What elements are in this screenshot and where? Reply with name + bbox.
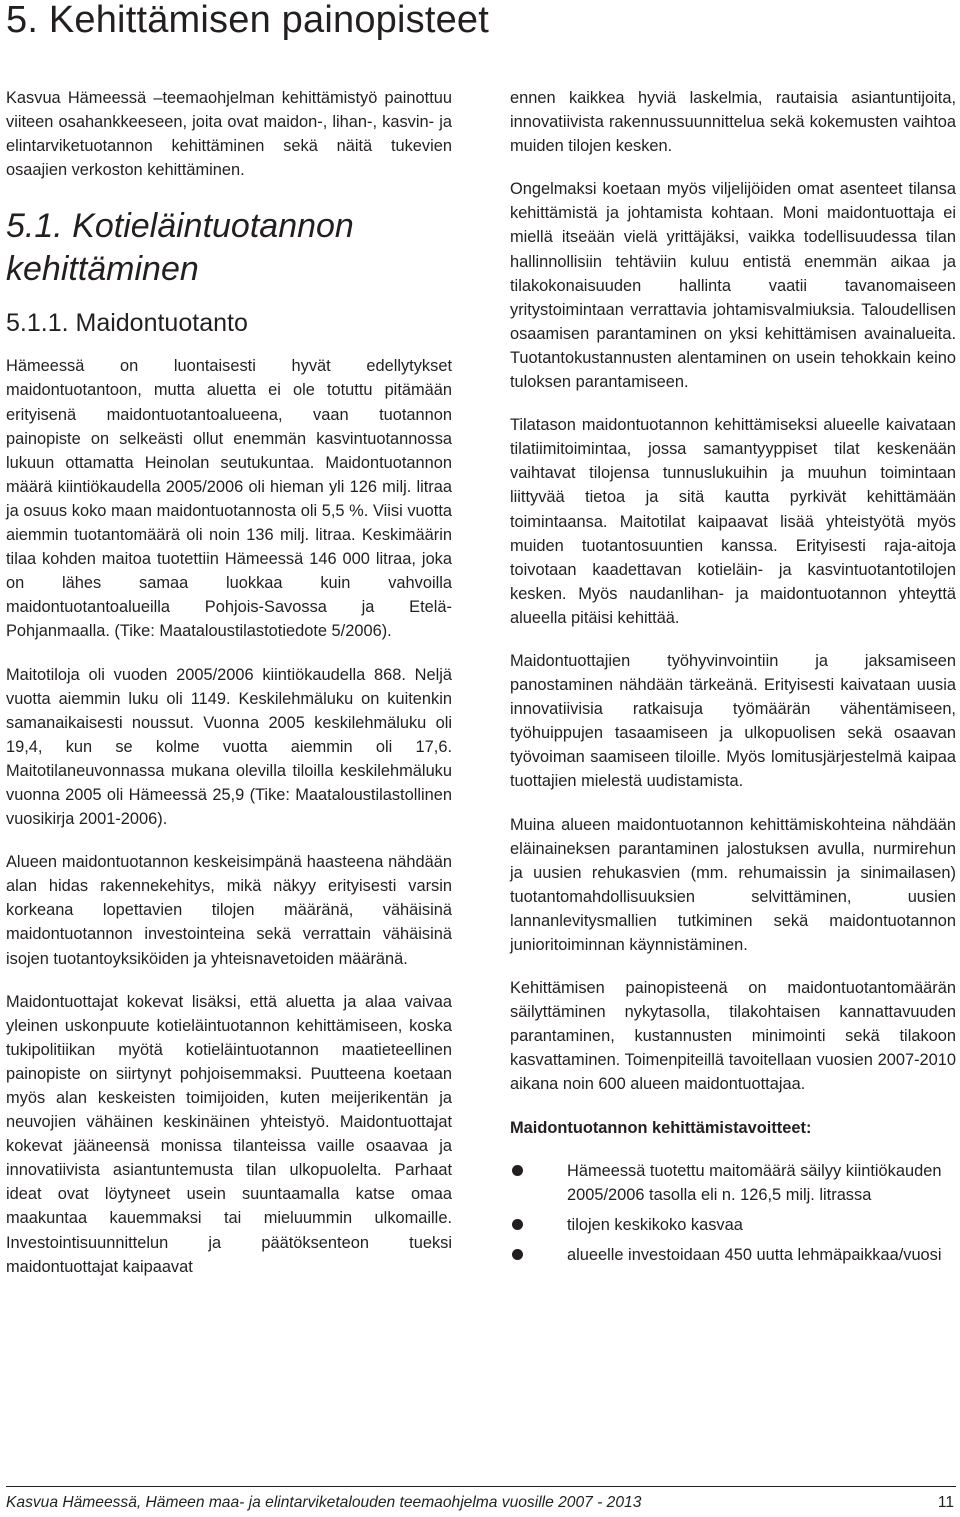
section-heading: 5.1. Kotieläintuotannon kehittäminen [6,207,354,289]
footer-text: Kasvua Hämeessä, Hämeen maa- ja elintarviketalouden teemaohjelma vuosille 2007 - 2013 [6,1494,642,1511]
page-number: 11 [937,1494,954,1511]
goal-text: alueelle investoidaan 450 uutta lehmäpaikkaa/vuosi [567,1245,942,1264]
body-paragraph: Alueen maidontuotannon keskeisimpänä haasteena nähdään alan hidas rakennekehitys, mikä näkyy erityisesti varsin korkeana lopettavien tilojen määränä, vähäisinä maidontuotannon investointeina sekä verrattain vähäisinä isojen tuotantoyksiköiden ja yhteisnavetoiden määränä. [6,853,452,968]
body-paragraph: Maidontuottajien työhyvinvointiin ja jaksamiseen panostaminen nähdään tärkeänä. Erityisesti kaivataan uusia innovatiivisia ratkaisuja työmäärän vähentämiseen, työhuippujen tasaamiseen ja ulkopuolisen sekä osaavan työvoiman saamiseen tiloille. Myös lomitusjärjestelmä kaipaa tuottajien mielestä uudistamista. [510,651,956,791]
page-title: 5. Kehittämisen painopisteet [6,0,490,41]
footer-divider [6,1486,956,1487]
list-item [510,1243,956,1267]
goals-heading: Maidontuotannon kehittämistavoitteet: [510,1118,812,1137]
intro-paragraph: Kasvua Hämeessä –teemaohjelman kehittämistyö painottuu viiteen osahankkeeseen, joita ovat maidon-, lihan-, kasvin- ja elintarviketuotannon kehittäminen sekä näitä tukevien osaajien verkoston kehittäminen. [6,89,452,180]
list-item [510,1213,956,1237]
list-item [510,1159,956,1207]
body-paragraph: Maitotiloja oli vuoden 2005/2006 kiintiökaudella 868. Neljä vuotta aiemmin luku oli 1149. Keskilehmäluku on kuitenkin samanaikaisesti noussut. Vuonna 2005 keskilehmäluku oli 19,4, kun se kolme vuotta aiemmin oli 17,6. Maitotilaneuvonnassa mukana olevilla tiloilla keskilehmäluku vuonna 2005 oli Hämeessä 25,9 (Tike: Maataloustilastollinen vuosikirja 2001-2006). [6,665,452,829]
body-paragraph: Tilatason maidontuotannon kehittämiseksi alueelle kaivataan tilatiimitoimintaa, jossa samantyyppiset tilat keskenään vaihtavat tilojensa tunnuslukuihin ja muuhun toimintaan liittyvää tietoa ja sitä kautta pyrkivät kehittämään toimintaansa. Maitotilat kaipaavat lisää yhteistyötä myös muiden tuotantosuuntien kanssa. Erityisesti raja-aitoja toivotaan kaadettavan kotieläin- ja kasvintuotantotilojen kesken. Myös naudanlihan- ja maidontuotannon yhteyttä alueella pitäisi kehittää. [510,416,956,627]
body-paragraph: ennen kaikkea hyviä laskelmia, rautaisia asiantuntijoita, innovatiivista rakennussuunnittelua sekä kokemusten vaihtoa muiden tilojen kesken. [510,89,956,156]
goals-list [510,1159,956,1267]
body-paragraph: Hämeessä on luontaisesti hyvät edellytykset maidontuotantoon, mutta aluetta ei ole totuttu pitämään erityisenä maidontuotantoalueena, vaan tuotannon painopiste on selkeästi ollut enemmän kasvintuotannossa lukuun ottamatta Heinolan seutukuntaa. Maidontuotannon määrä kiintiökaudella 2005/2006 oli hieman yli 126 milj. litraa ja osuus koko maan maidontuotannosta oli 5,5 %. Viisi vuotta aiemmin tuotantomäärä oli noin 136 milj. litraa. Keskimäärin tilaa kohden maitoa tuotettiin Hämeessä 146 000 litraa, joka on lähes samaa luokkaa kuin vahvoilla maidontuotantoalueilla Pohjois-Savossa ja Etelä-Pohjanmaalla. (Tike: Maataloustilastotiedote 5/2006). [6,357,452,641]
goal-text: tilojen keskikoko kasvaa [567,1215,743,1234]
body-paragraph: Ongelmaksi koetaan myös viljelijöiden omat asenteet tilansa kehittämistä ja johtamista kohtaan. Moni maidontuottaja ei miellä itseään vielä yrittäjäksi, vaikka todellisuudessa tilan hallinnollisiin tehtäviin kuluu entistä enemmän aikaa ja tilakokonaisuuden hallinta vaatii tavanomaiseen yritystoimintaan verrattavia johtamisvalmiuksia. Taloudellisen osaamisen parantaminen on yksi kehittämisen avainalueita. Tuotantokustannusten alentaminen on usein tehokkain keino tuloksen parantamiseen. [510,180,956,392]
right-column [510,86,956,1273]
left-column [6,86,452,1298]
body-paragraph: Maidontuottajat kokevat lisäksi, että aluetta ja alaa vaivaa yleinen uskonpuute kotieläintuotannon kehittämiseen, koska tukipolitiikan myötä kotieläintuotannon maatieteellinen painopiste on siirtynyt pohjoisemmaksi. Puutteena koetaan myös alan keskeisten toimijoiden, kuten meijerikentän ja neuvojien vähäinen keskinäinen yhteistyö. Maidontuottajat kokevat jääneensä monissa tilanteissa vaille osaavaa ja innovatiivista asiantuntemusta tilan ulkopuolelta. Parhaat ideat ovat löytyneet usein suuntaamalla katse omaa maakuntaa kauemmaksi tai mieluummin ulkomaille. Investointisuunnittelun ja päätöksenteon tueksi maidontuottajat kaipaavat [6,992,452,1276]
bullet-icon [512,1165,523,1176]
bullet-icon [512,1249,523,1260]
bullet-icon [512,1219,523,1230]
subsection-heading: 5.1.1. Maidontuotanto [6,309,248,338]
goal-text: Hämeessä tuotettu maitomäärä säilyy kiintiökauden 2005/2006 tasolla eli n. 126,5 milj. litrassa [567,1161,942,1204]
body-paragraph: Kehittämisen painopisteenä on maidontuotantomäärän säilyttäminen nykytasolla, tilakohtaisen kannattavuuden parantaminen, kustannusten minimointi sekä tilakoon kasvattaminen. Toimenpiteillä tavoitellaan vuosien 2007-2010 aikana noin 600 alueen maidontuottajaa. [510,979,956,1094]
body-paragraph: Muina alueen maidontuotannon kehittämiskohteina nähdään eläinaineksen parantaminen jalostuksen avulla, nurmirehun ja uusien rehukasvien (mm. rehumaissin ja sinimailasen) tuotantomahdollisuuksien selvittäminen, uusien lannanlevitysmallien tutkiminen sekä maidontuotannon junioritoiminnan käynnistäminen. [510,815,956,954]
